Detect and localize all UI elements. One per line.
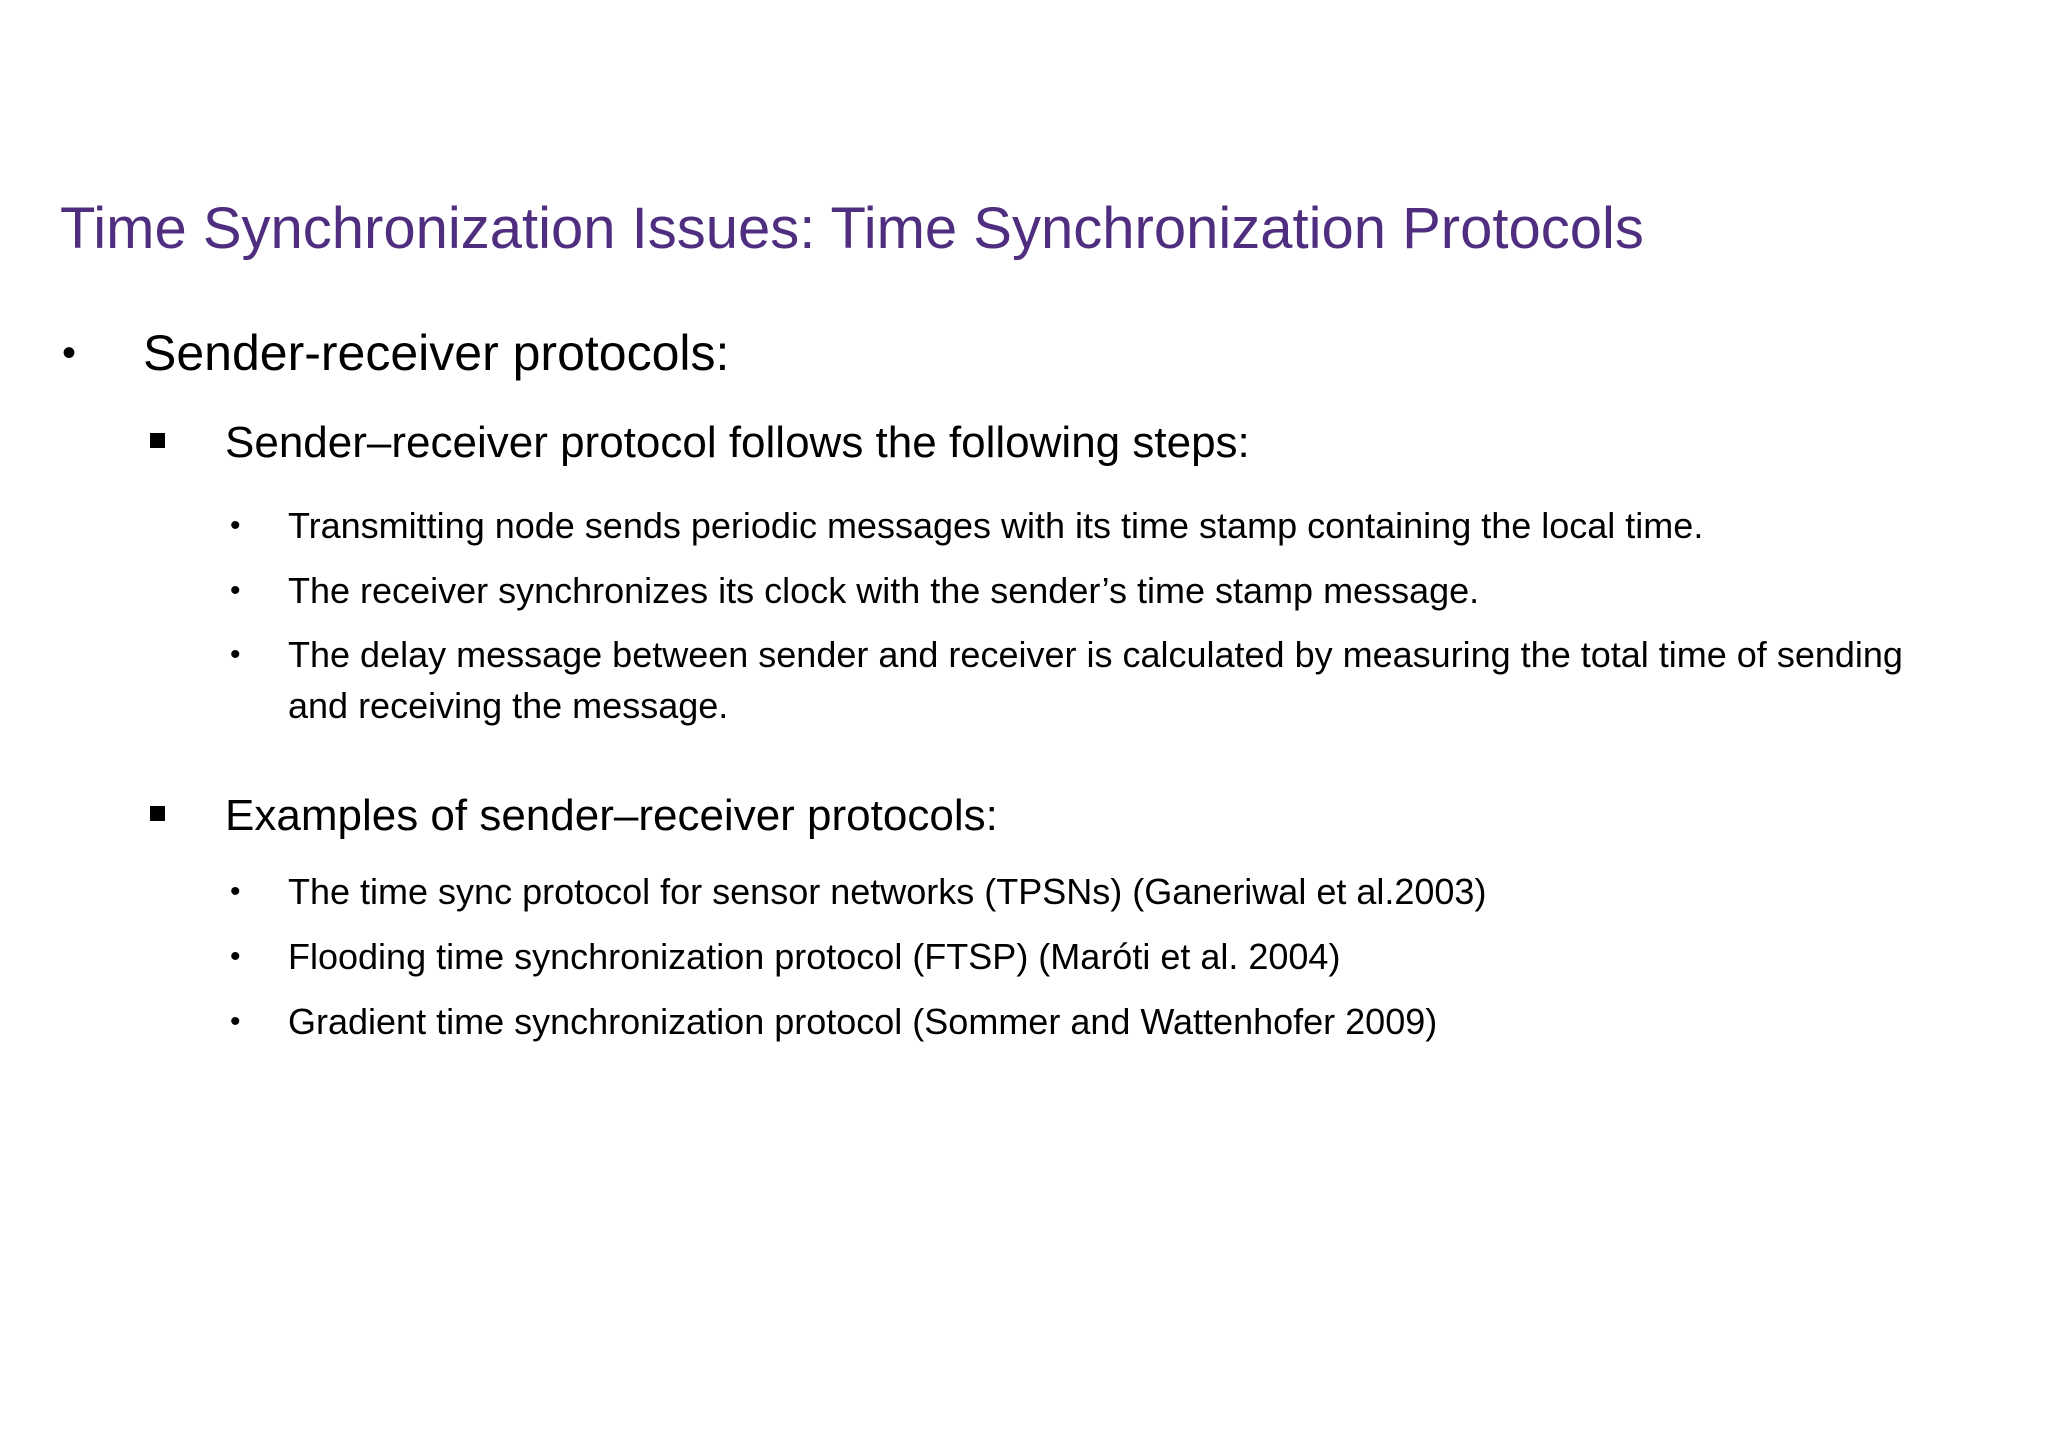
- list-item-text: Transmitting node sends periodic messages with its time stamp containing the local time.: [288, 505, 1704, 546]
- slide-title: Time Synchronization Issues: Time Synchronization Protocols: [60, 196, 1644, 261]
- bullet-icon: •: [230, 574, 241, 607]
- bullet-icon: •: [230, 1005, 241, 1038]
- group-heading-text: Examples of sender–receiver protocols:: [225, 791, 998, 840]
- section-heading-text: Sender-receiver protocols:: [143, 325, 730, 381]
- list-item-text: Gradient time synchronization protocol (Sommer and Wattenhofer 2009): [288, 1001, 1438, 1042]
- bullet-icon: •: [230, 875, 241, 908]
- bullet-icon: •: [230, 638, 241, 671]
- square-bullet-icon: [150, 433, 165, 448]
- bullet-icon: •: [230, 940, 241, 973]
- group-heading-text: Sender–receiver protocol follows the following steps:: [225, 418, 1250, 467]
- list-item-text: Flooding time synchronization protocol (FTSP) (Maróti et al. 2004): [288, 936, 1341, 977]
- bullet-icon: •: [62, 331, 77, 375]
- list-item-text: The delay message between sender and receiver is calculated by measuring the total time of sending and receiving the message.: [288, 634, 1903, 726]
- bullet-icon: •: [230, 509, 241, 542]
- list-item-text: The time sync protocol for sensor networks (TPSNs) (Ganeriwal et al.2003): [288, 871, 1487, 912]
- square-bullet-icon: [150, 806, 165, 821]
- list-item-text: The receiver synchronizes its clock with the sender’s time stamp message.: [288, 570, 1480, 611]
